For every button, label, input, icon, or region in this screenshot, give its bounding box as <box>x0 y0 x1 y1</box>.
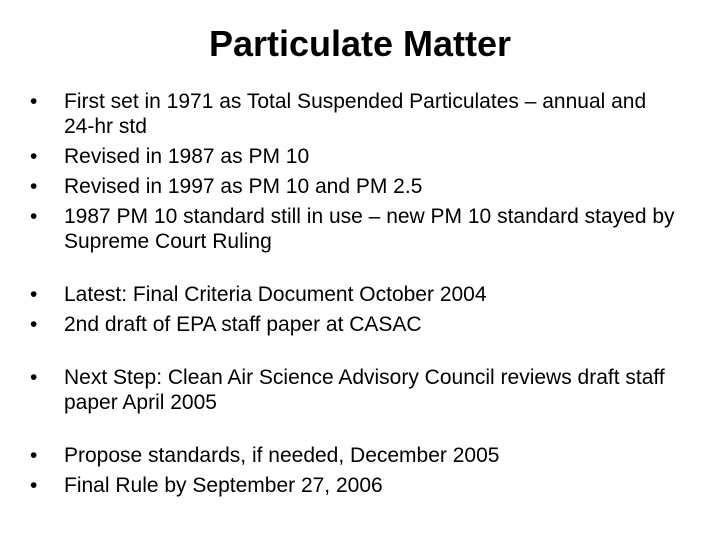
bullet-group-schedule <box>30 443 680 498</box>
bullet-icon: • <box>30 313 38 336</box>
bullet-icon: • <box>30 90 38 113</box>
bullet-item <box>30 443 680 468</box>
bullet-icon: • <box>30 175 38 198</box>
bullet-group-next-step <box>30 365 680 415</box>
bullet-text: 1987 PM 10 standard still in use – new PM 10 standard stayed by Supreme Court Ruling <box>64 205 675 253</box>
bullet-icon: • <box>30 444 38 467</box>
bullet-group-history <box>30 89 680 254</box>
bullet-icon: • <box>30 474 38 497</box>
bullet-text: First set in 1971 as Total Suspended Particulates – annual and 24-hr std <box>64 90 647 138</box>
bullet-text: Revised in 1987 as PM 10 <box>64 145 310 168</box>
bullet-text: Final Rule by September 27, 2006 <box>64 474 383 497</box>
bullet-icon: • <box>30 205 38 228</box>
bullet-text: Revised in 1997 as PM 10 and PM 2.5 <box>64 175 423 198</box>
bullet-item <box>30 312 680 337</box>
bullet-icon: • <box>30 145 38 168</box>
bullet-group-latest <box>30 282 680 337</box>
bullet-list <box>30 89 680 526</box>
bullet-item <box>30 204 680 254</box>
bullet-icon: • <box>30 366 38 389</box>
bullet-text: Latest: Final Criteria Document October 2004 <box>64 283 487 306</box>
bullet-icon: • <box>30 283 38 306</box>
bullet-item <box>30 365 680 415</box>
bullet-text: 2nd draft of EPA staff paper at CASAC <box>64 313 422 336</box>
slide-title: Particulate Matter <box>208 23 512 64</box>
bullet-item <box>30 89 680 139</box>
bullet-item <box>30 473 680 498</box>
bullet-text: Propose standards, if needed, December 2005 <box>64 444 500 467</box>
bullet-item <box>30 174 680 199</box>
bullet-item <box>30 282 680 307</box>
bullet-text: Next Step: Clean Air Science Advisory Council reviews draft staff paper April 2005 <box>64 366 665 414</box>
bullet-item <box>30 144 680 169</box>
